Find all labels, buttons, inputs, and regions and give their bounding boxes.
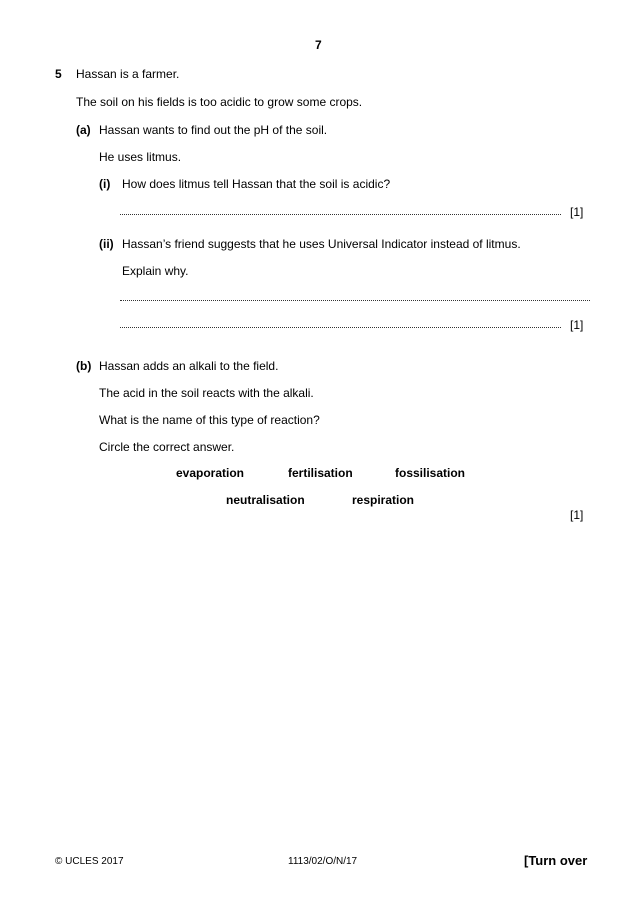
answer-line-ii-1[interactable] (120, 300, 590, 301)
answer-line-ii-2[interactable] (120, 327, 561, 328)
option-respiration[interactable]: respiration (352, 493, 415, 507)
part-a-label: (a) (76, 123, 91, 137)
part-b-question: What is the name of this type of reaction? (99, 413, 320, 427)
option-evaporation[interactable]: evaporation (176, 466, 245, 480)
sub-ii-explain: Explain why. (122, 264, 189, 278)
marks-b: [1] (570, 508, 584, 522)
footer-copyright: © UCLES 2017 (55, 856, 124, 867)
page-number: 7 (315, 38, 322, 52)
part-a-text: Hassan wants to find out the pH of the soil. (99, 123, 328, 137)
sub-ii-question: Hassan’s friend suggests that he uses Universal Indicator instead of litmus. (122, 237, 521, 251)
turn-over: [Turn over (524, 853, 588, 868)
part-b-text2: The acid in the soil reacts with the alkali. (99, 386, 314, 400)
sub-i-label: (i) (99, 177, 111, 191)
sub-ii-label: (ii) (99, 237, 114, 251)
question-intro: Hassan is a farmer. (76, 67, 180, 81)
footer-code: 1113/02/O/N/17 (288, 856, 358, 867)
part-b-instruction: Circle the correct answer. (99, 440, 235, 454)
option-fertilisation[interactable]: fertilisation (288, 466, 353, 480)
marks-ii: [1] (570, 318, 584, 332)
option-fossilisation[interactable]: fossilisation (395, 466, 466, 480)
sub-i-question: How does litmus tell Hassan that the soil is acidic? (122, 177, 391, 191)
question-context: The soil on his fields is too acidic to grow some crops. (76, 95, 363, 109)
part-b-label: (b) (76, 359, 92, 373)
part-a-text2: He uses litmus. (99, 150, 182, 164)
answer-line-i[interactable] (120, 214, 561, 215)
part-b-text: Hassan adds an alkali to the field. (99, 359, 279, 373)
option-neutralisation[interactable]: neutralisation (226, 493, 305, 507)
marks-i: [1] (570, 205, 584, 219)
question-number: 5 (55, 67, 62, 81)
